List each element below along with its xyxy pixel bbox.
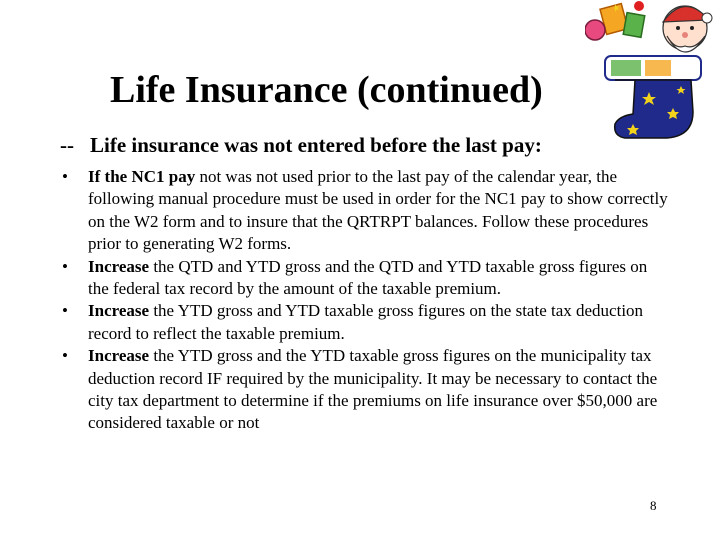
subtitle-dash: -- xyxy=(60,133,74,157)
bullet-lead: If the NC1 pay xyxy=(88,167,196,186)
bullet-text: the YTD gross and YTD taxable gross figures on the state tax deduction record to reflect the taxable premium. xyxy=(88,301,644,343)
bullet-lead: Increase xyxy=(88,301,150,321)
bullet-list xyxy=(60,166,670,435)
bullet-glyph: • xyxy=(62,256,68,276)
slide-title: Life Insurance (continued) xyxy=(110,69,543,111)
bullet-item xyxy=(60,256,670,301)
slide-subtitle xyxy=(60,133,542,158)
bullet-glyph: • xyxy=(62,301,68,321)
bullet-text: not was not used prior to the last pay of the calendar year, the following manual procedure must be used in order for the NC1 pay to show correctly on the W2 form and to insure that the QRTRPT balances. Follow these procedures prior to generating W2 forms. xyxy=(88,167,668,254)
bullet-glyph: • xyxy=(62,167,68,186)
page-number: 8 xyxy=(650,498,657,513)
christmas-stocking-icon xyxy=(585,0,715,140)
subtitle-text: Life insurance was not entered before the last pay: xyxy=(90,133,542,157)
bullet-text: the YTD gross and the YTD taxable gross figures on the municipality tax deduction record IF required by the municipality. It may be necessary to contact the city tax department to determine if the premiums on life insurance over $50,000 are considered taxable or not xyxy=(88,346,658,433)
bullet-lead: Increase xyxy=(88,346,150,366)
bullet-item xyxy=(60,166,670,256)
bullet-glyph: • xyxy=(62,346,68,366)
bullet-item xyxy=(60,345,670,435)
bullet-item xyxy=(60,300,670,345)
bullet-lead: Increase xyxy=(88,256,150,276)
bullet-text: the QTD and YTD gross and the QTD and YTD taxable gross figures on the federal tax record by the amount of the taxable premium. xyxy=(88,256,648,299)
